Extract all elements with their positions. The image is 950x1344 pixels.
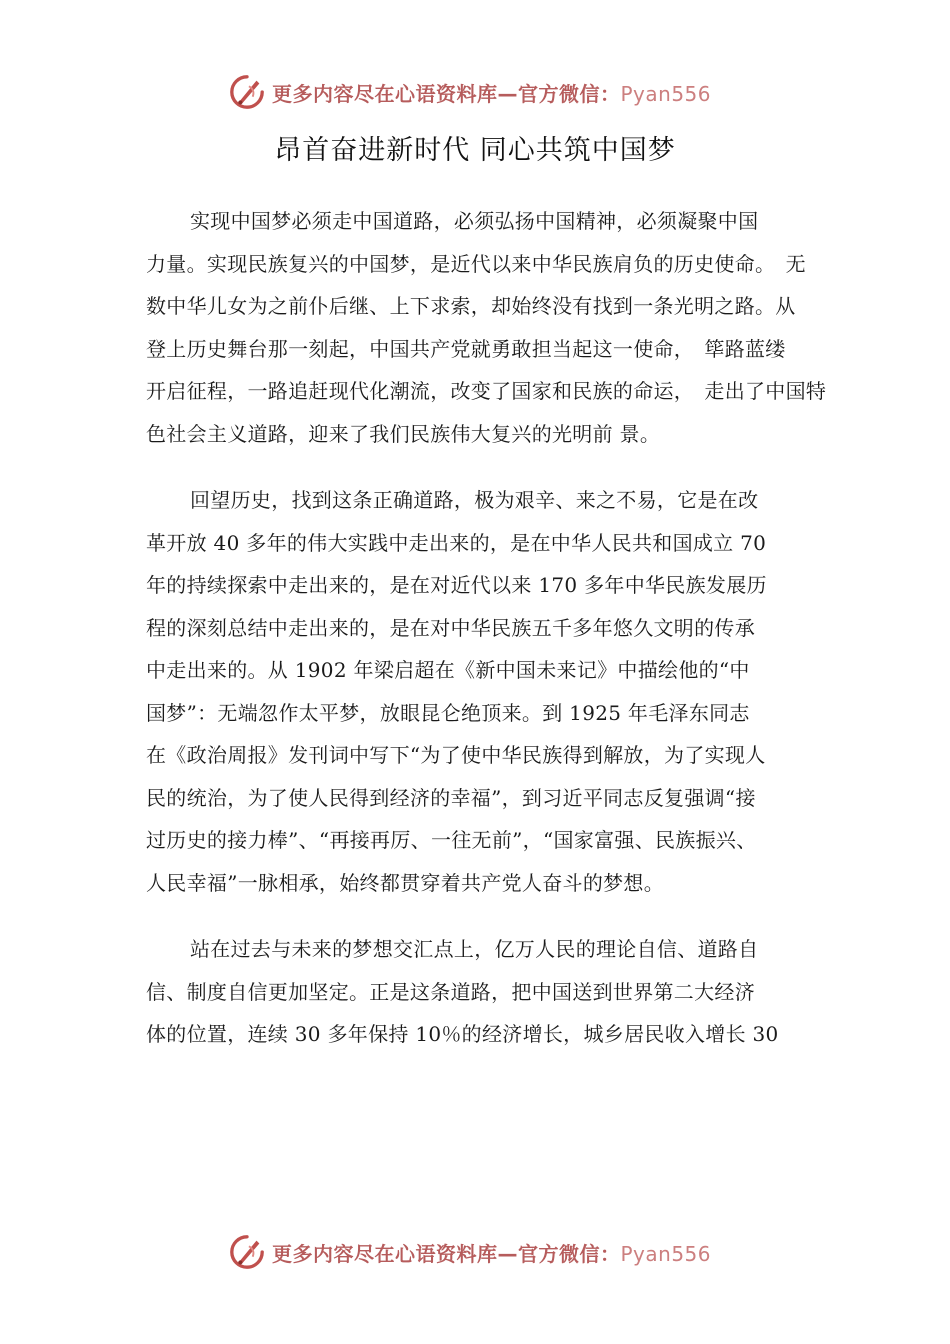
text-line: 程的深刻总结中走出来的，是在对中华民族五千多年悠久文明的传承 [146,615,755,640]
footer-banner-wechat-id: Pyan556 [620,1241,712,1266]
text-line: 过历史的接力棒”、“再接再厉、一往无前”，“国家富强、民族振兴、 [146,828,757,852]
footer-banner-cn: 更多内容尽在心语资料库—官方微信： [272,1241,621,1266]
text-line: 民的统治，为了使人民得到经济的幸福”，到习近平同志反复强调“接 [146,785,756,810]
text-line: 色社会主义道路，迎来了我们民族伟大复兴的光明前 景。 [146,421,661,446]
document-body [146,200,836,1080]
paragraph [146,479,836,904]
text-line: 实现中国梦必须走中国道路，必须弘扬中国精神，必须凝聚中国 [190,209,759,233]
paragraph [146,928,836,1056]
text-line: 站在过去与未来的梦想交汇点上，亿万人民的理论自信、道路自 [190,937,759,961]
text-line: 数中华儿女为之前仆后继、上下求索，却始终没有找到一条光明之路。从 [146,294,796,318]
text-line: 力量。实现民族复兴的中国梦，是近代以来中华民族肩负的历史使命。 无 [146,251,806,276]
header-banner [228,72,711,112]
document-title: 昂首奋进新时代 同心共筑中国梦 [274,135,676,166]
text-line: 信、制度自信更加坚定。正是这条道路，把中国送到世界第二大经济 [146,979,755,1004]
text-line: 回望历史，找到这条正确道路，极为艰辛、来之不易，它是在改 [190,488,759,512]
pen-logo-icon [228,1233,266,1271]
pen-logo-icon [228,73,266,111]
text-line: 在《政治周报》发刊词中写下“为了使中华民族得到解放，为了实现人 [146,743,766,767]
footer-banner-text [272,1238,711,1267]
text-line: 体的位置，连续 30 多年保持 10％的经济增长，城乡居民收入增长 30 [146,1022,779,1046]
text-line: 登上历史舞台那一刻起，中国共产党就勇敢担当起这一使命， 筚路蓝缕 [146,336,786,361]
footer-banner [228,1232,711,1272]
text-line: 中走出来的。从 1902 年梁启超在《新中国未来记》中描绘他的“中 [146,658,750,682]
header-banner-text [272,78,711,107]
text-line: 国梦”：无端忽作太平梦，放眼昆仑绝顶来。到 1925 年毛泽东同志 [146,700,750,725]
text-line: 革开放 40 多年的伟大实践中走出来的，是在中华人民共和国成立 70 [146,530,767,555]
paragraph [146,200,836,455]
text-line: 年的持续探索中走出来的，是在对近代以来 170 多年中华民族发展历 [146,573,767,597]
text-line: 人民幸福”一脉相承，始终都贯穿着共产党人奋斗的梦想。 [146,870,665,895]
header-banner-wechat-id: Pyan556 [620,81,712,106]
text-line: 开启征程，一路追赶现代化潮流，改变了国家和民族的命运， 走出了中国特 [146,379,827,403]
header-banner-cn: 更多内容尽在心语资料库—官方微信： [272,81,621,106]
